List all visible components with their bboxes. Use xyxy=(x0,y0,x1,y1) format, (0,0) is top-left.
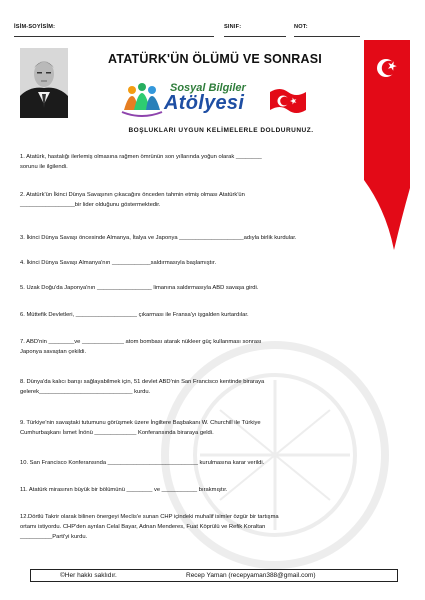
footer-copyright: ©Her hakkı saklıdır. xyxy=(60,572,117,579)
question-7-line-2: Japonya savaştan çekildi. xyxy=(20,349,87,355)
question-3 xyxy=(20,233,400,243)
question-12-line-1: 12.Dörtlü Takrir olarak bilinen önergeyi Meclis'e sunan CHP içindeki muhalif isimler özgür bir tartışma xyxy=(20,514,279,520)
ataturk-portrait-image xyxy=(20,48,68,118)
class-label: SINIF: xyxy=(224,24,242,30)
question-12 xyxy=(20,512,400,542)
logo-text-bottom: Atölyesi xyxy=(164,92,245,114)
question-10-line-1: 10. San Francisco Konferansında ____________________________ kurulmasına karar verildi. xyxy=(20,460,265,466)
question-8-line-1: 8. Dünya'da kalıcı barışı sağlayabilmek için, 51 devlet ABD'nin San Francisco kentinde biraraya xyxy=(20,379,265,385)
turkish-flag-icon xyxy=(268,86,308,116)
question-12-line-2: ortamı istiyordu. CHP'den ayrılan Celal Bayar, Adnan Menderes, Fuat Köprülü ve Refik Koraltan xyxy=(20,524,266,530)
question-2-line-2: _________________bir lider olduğunu göstermektedir. xyxy=(20,202,161,208)
question-9 xyxy=(20,418,400,438)
question-11 xyxy=(20,485,400,495)
turkish-flag-banner xyxy=(364,40,410,250)
question-5-line-1: 5. Uzak Doğu'da Japonya'nın _________________ limanına saldırmasıyla ABD savaşa girdi. xyxy=(20,285,259,291)
name-underline xyxy=(14,36,214,37)
watermark-logo-icon xyxy=(140,330,410,580)
name-label: İSİM-SOYİSİM: xyxy=(14,24,56,30)
question-6-line-1: 6. Müttefik Devletleri, ___________________ çıkarması ile Fransa'yı işgalden kurtardılar. xyxy=(20,312,249,318)
question-1-line-2: sorunu ile ilgilendi. xyxy=(20,164,68,170)
question-6 xyxy=(20,310,400,320)
logo-text-top: Sosyal Bilgiler xyxy=(170,82,246,94)
student-info-row xyxy=(14,24,414,40)
question-1 xyxy=(20,152,400,172)
question-5 xyxy=(20,283,400,293)
question-1-line-1: 1. Atatürk, hastalığı ilerlemiş olmasına rağmen ömrünün son yıllarında yoğun olarak ________ xyxy=(20,154,262,160)
page-title: ATATÜRK'ÜN ÖLÜMÜ VE SONRASI xyxy=(108,52,322,66)
sosyal-bilgiler-logo xyxy=(118,80,328,120)
question-4 xyxy=(20,258,400,268)
question-2 xyxy=(20,190,400,210)
question-7-line-1: 7. ABD'nin ________ve _____________ atom bombası atarak nükleer güç kullanması sonrası xyxy=(20,339,262,345)
instructions-text: BOŞLUKLARI UYGUN KELİMELERLE DOLDURUNUZ. xyxy=(128,127,314,134)
grade-label: NOT: xyxy=(294,24,308,30)
question-11-line-1: 11. Atatürk mirasının büyük bir bölümünü ________ ve ___________ bırakmıştır. xyxy=(20,487,228,493)
footer-author: Recep Yaman (recepyaman388@gmail.com) xyxy=(186,572,316,579)
question-8-line-2: gelerek_____________________________ kurdu. xyxy=(20,389,151,395)
grade-underline xyxy=(294,36,360,37)
question-9-line-1: 9. Türkiye'nin savaştaki tutumunu görüşmek üzere İngiltere Başbakanı W. Churchill ile Türkiye xyxy=(20,420,261,426)
question-8 xyxy=(20,377,400,397)
question-7 xyxy=(20,337,400,357)
question-2-line-1: 2. Atatürk'ün İkinci Dünya Savaşının çıkacağını önceden tahmin etmiş olması Atatürk'ün xyxy=(20,192,245,198)
class-underline xyxy=(224,36,286,37)
question-10 xyxy=(20,458,400,468)
question-9-line-2: Cumhurbaşkanı İsmet İnönü _____________ Konferansında biraraya geldi. xyxy=(20,430,214,436)
people-logo-icon xyxy=(118,80,166,120)
question-4-line-1: 4. İkinci Dünya Savaşı Almanya'nın ____________saldırmasıyla başlamıştır. xyxy=(20,260,217,266)
question-12-line-3: __________Parti'yi kurdu. xyxy=(20,534,88,540)
question-3-line-1: 3. İkinci Dünya Savaşı öncesinde Almanya, İtalya ve Japonya ____________________adıyla birlik kurdular. xyxy=(20,235,297,241)
